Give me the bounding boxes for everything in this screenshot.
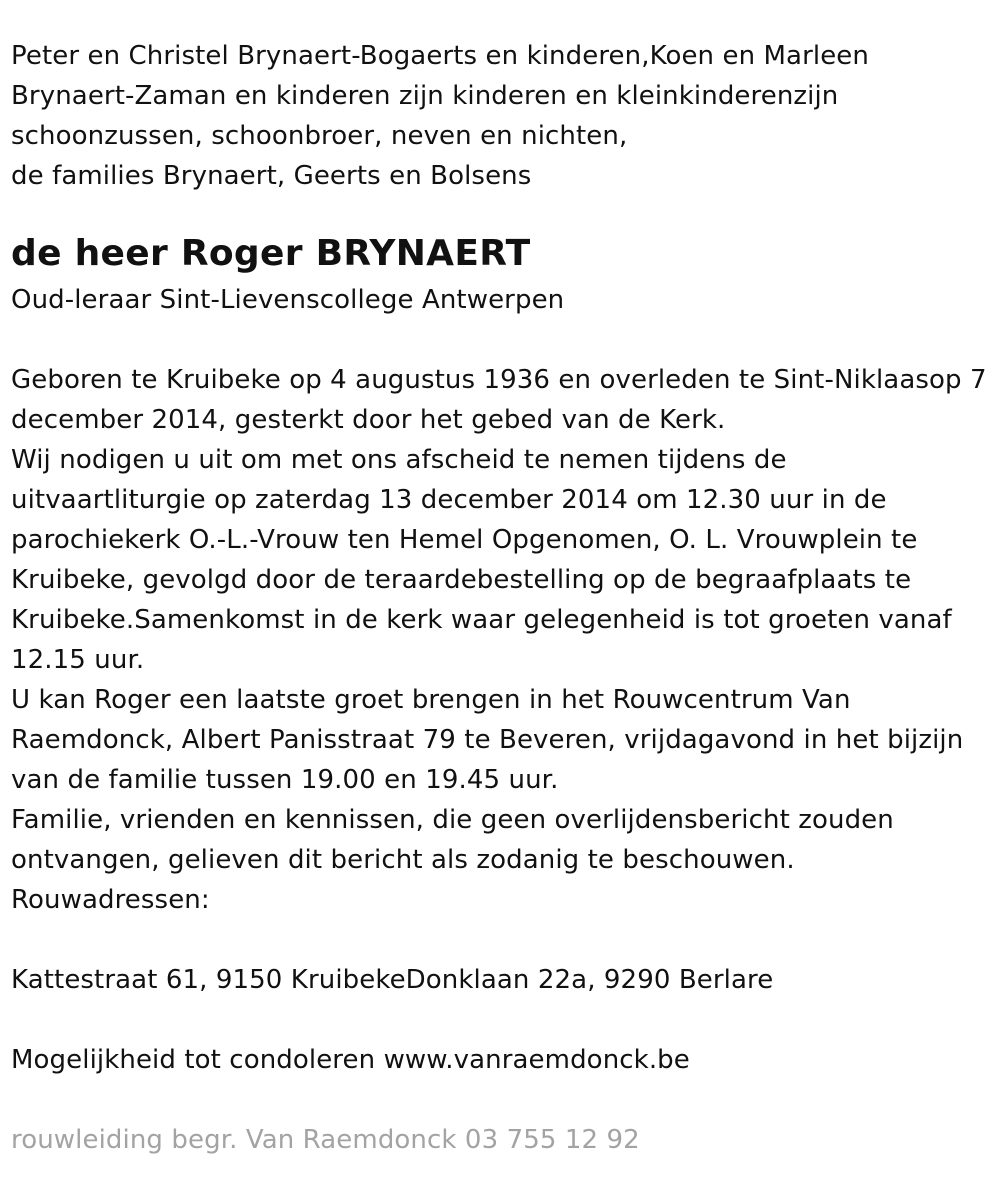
spacer	[11, 920, 990, 960]
funeral-director-line: rouwleiding begr. Van Raemdonck 03 755 12 92	[11, 1125, 640, 1155]
detail-line: Rouwadressen:	[11, 885, 210, 915]
detail-line: Familie, vrienden en kennissen, die geen overlijdensbericht zouden	[11, 805, 894, 835]
detail-line: Raemdonck, Albert Panisstraat 79 te Beveren, vrijdagavond in het bijzijn	[11, 725, 964, 755]
detail-line: uitvaartliturgie op zaterdag 13 december 2014 om 12.30 uur in de	[11, 485, 887, 515]
detail-line: 12.15 uur.	[11, 645, 145, 675]
detail-line: ontvangen, gelieven dit bericht als zodanig te beschouwen.	[11, 845, 795, 875]
spacer	[11, 320, 990, 360]
detail-line: Geboren te Kruibeke op 4 augustus 1936 en overleden te Sint-Niklaasop 7	[11, 365, 987, 395]
spacer	[11, 1080, 990, 1120]
mourning-addresses	[11, 960, 990, 1000]
funeral-director	[11, 1120, 990, 1160]
family-line: schoonzussen, schoonbroer, neven en nichten,	[11, 121, 628, 151]
detail-line: december 2014, gesterkt door het gebed van de Kerk.	[11, 405, 726, 435]
family-line: Peter en Christel Brynaert-Bogaerts en kinderen,Koen en Marleen	[11, 41, 869, 71]
deceased-name: de heer Roger BRYNAERT	[11, 233, 531, 274]
family-announcement	[11, 36, 990, 196]
funeral-details	[11, 360, 990, 920]
family-line: Brynaert-Zaman en kinderen zijn kinderen en kleinkinderenzijn	[11, 81, 839, 111]
detail-line: U kan Roger een laatste groet brengen in het Rouwcentrum Van	[11, 685, 851, 715]
family-line: de families Brynaert, Geerts en Bolsens	[11, 161, 532, 191]
condolence-line: Mogelijkheid tot condoleren www.vanraemdonck.be	[11, 1045, 690, 1075]
detail-line: parochiekerk O.-L.-Vrouw ten Hemel Opgenomen, O. L. Vrouwplein te	[11, 525, 918, 555]
detail-line: Kruibeke.Samenkomst in de kerk waar gelegenheid is tot groeten vanaf	[11, 605, 952, 635]
deceased-occupation: Oud-leraar Sint-Lievenscollege Antwerpen	[11, 285, 565, 315]
detail-line: Wij nodigen u uit om met ons afscheid te nemen tijdens de	[11, 445, 787, 475]
deceased-title	[11, 280, 990, 320]
spacer	[11, 1000, 990, 1040]
address-line: Kattestraat 61, 9150 KruibekeDonklaan 22a, 9290 Berlare	[11, 965, 774, 995]
detail-line: van de familie tussen 19.00 en 19.45 uur.	[11, 765, 559, 795]
condolence-info	[11, 1040, 990, 1080]
detail-line: Kruibeke, gevolgd door de teraardebestelling op de begraafplaats te	[11, 565, 912, 595]
